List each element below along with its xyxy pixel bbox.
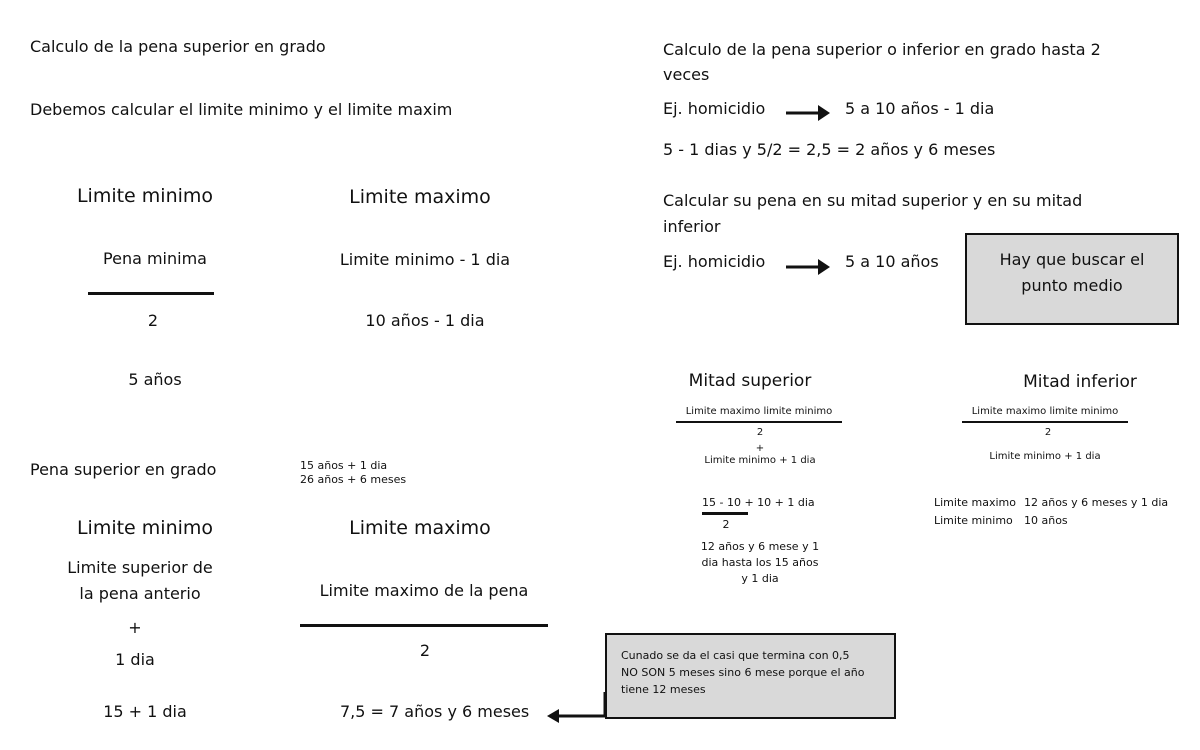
arrow-left-icon (545, 690, 607, 724)
mitad-inferior-max-label: Limite maximo (934, 496, 1017, 509)
ej2-value: 5 a 10 años (845, 252, 939, 271)
mitad-inferior-divisor: 2 (1044, 427, 1052, 438)
mitad-superior-bar (676, 421, 842, 423)
ej1-calc: 5 - 1 dias y 5/2 = 2,5 = 2 años y 6 meses (663, 140, 996, 159)
fraction-bar-b (300, 624, 548, 627)
limite-minimo-menos-dia: Limite minimo - 1 dia (339, 250, 511, 269)
diez-anos-menos-dia: 10 años - 1 dia (365, 311, 485, 330)
mitad-superior-calc-div: 2 (722, 518, 730, 531)
punto-medio-box (965, 233, 1179, 325)
fraction-bar (88, 292, 214, 295)
limite-superior-line-1: Limite superior de (67, 558, 213, 577)
limite-maximo-pena: Limite maximo de la pena (319, 581, 529, 600)
ej2-label: Ej. homicidio (663, 252, 766, 271)
pena-superior-note-2: 26 años + 6 meses (300, 473, 407, 486)
note-line-3: tiene 12 meses (621, 683, 706, 696)
pena-minima-text: Pena minima (103, 249, 207, 268)
mitad-inferior-min-label: Limite minimo (934, 514, 1013, 527)
mitad-inferior-bar (962, 421, 1128, 423)
ej1-value: 5 a 10 años - 1 dia (845, 99, 995, 118)
mitad-superior-title: Mitad superior (688, 371, 812, 391)
calc-mitad-line-1: Calcular su pena en su mitad superior y en su mitad (663, 191, 1083, 210)
ej1-label: Ej. homicidio (663, 99, 766, 118)
right-title-line-2: veces (663, 65, 710, 84)
right-title-line-1: Calculo de la pena superior o inferior en grado hasta 2 (663, 40, 1101, 59)
limite-minimo-header-b: Limite minimo (76, 517, 214, 539)
limite-maximo-header-b: Limite maximo (349, 517, 491, 539)
mitad-inferior-title: Mitad inferior (1023, 372, 1137, 392)
un-dia-text: 1 dia (115, 650, 155, 669)
limite-superior-line-2: la pena anterio (79, 584, 201, 603)
mitad-inferior-plus-line: Limite minimo + 1 dia (989, 451, 1101, 462)
limite-minimo-header: Limite minimo (76, 185, 214, 207)
note-line-1: Cunado se da el casi que termina con 0,5 (621, 649, 850, 662)
limite-maximo-header: Limite maximo (349, 186, 491, 208)
quince-mas-dia: 15 + 1 dia (103, 702, 187, 721)
mitad-superior-numerator: Limite maximo limite minimo (685, 406, 833, 417)
cinco-anos-result: 5 años (128, 370, 182, 389)
mitad-superior-result-2: dia hasta los 15 años (701, 556, 819, 569)
arrow-right-icon (784, 254, 832, 278)
mitad-superior-plus: + (755, 443, 765, 454)
mitad-superior-result-1: 12 años y 6 mese y 1 (700, 540, 820, 553)
note-box (605, 633, 896, 719)
arrow-right-icon (784, 100, 832, 124)
mitad-superior-result-3: y 1 dia (741, 572, 779, 585)
mitad-inferior-max-value: 12 años y 6 meses y 1 dia (1024, 496, 1169, 509)
mitad-superior-calc-num: 15 - 10 + 10 + 1 dia (702, 496, 815, 509)
left-title: Calculo de la pena superior en grado (30, 37, 326, 56)
calc-mitad-line-2: inferior (663, 217, 721, 236)
plus-sign: + (128, 618, 142, 637)
mitad-superior-divisor: 2 (756, 427, 764, 438)
mitad-inferior-min-value: 10 años (1024, 514, 1068, 527)
divisor-text-b: 2 (419, 641, 431, 660)
mitad-inferior-numerator: Limite maximo limite minimo (971, 406, 1119, 417)
pena-superior-note-1: 15 años + 1 dia (300, 459, 388, 472)
divisor-text: 2 (147, 311, 159, 330)
mitad-superior-plus-line: Limite minimo + 1 dia (704, 455, 816, 466)
resultado-text: 7,5 = 7 años y 6 meses (340, 702, 530, 721)
pena-superior-label: Pena superior en grado (30, 460, 217, 479)
note-line-2: NO SON 5 meses sino 6 mese porque el año (621, 666, 865, 679)
punto-medio-line-2: punto medio (1021, 276, 1123, 295)
left-intro: Debemos calcular el limite minimo y el limite maxim (30, 100, 453, 119)
punto-medio-line-1: Hay que buscar el (999, 250, 1145, 269)
mitad-superior-calc-bar (702, 512, 748, 515)
